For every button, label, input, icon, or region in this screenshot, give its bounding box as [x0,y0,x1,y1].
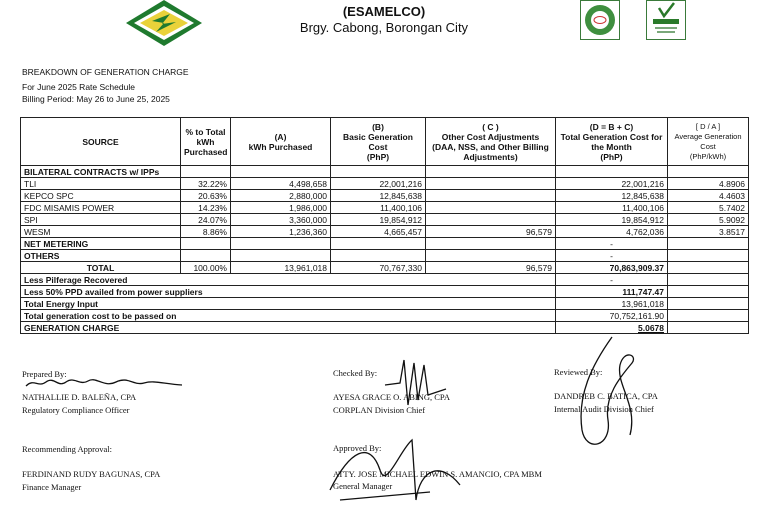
row-total: 19,854,912 [556,214,668,226]
rate-schedule: For June 2025 Rate Schedule [22,82,135,92]
reviewed-name: DANDREB C. BATICA, CPA [554,391,658,401]
prepared-title: Regulatory Compliance Officer [22,405,130,415]
row-avg: 5.7402 [668,202,749,214]
generation-charge-label: GENERATION CHARGE [21,322,556,334]
ppd-value: 111,747.47 [556,286,668,298]
checked-by-label: Checked By: [333,368,378,378]
pilferage-label: Less Pilferage Recovered [21,274,556,286]
row-other [426,178,556,190]
recommending-name: FERDINAND RUDY BAGUNAS, CPA [22,469,161,479]
energy-input-value: 13,961,018 [556,298,668,310]
row-avg: 3.8517 [668,226,749,238]
row-kwh: 1,986,000 [231,202,331,214]
row-source: KEPCO SPC [21,190,181,202]
row-other [426,202,556,214]
checked-name: AYESA GRACE O. ABING, CPA [333,392,450,402]
row-kwh: 3,360,000 [231,214,331,226]
row-source: TLI [21,178,181,190]
row-basic: 19,854,912 [331,214,426,226]
passed-on-value: 70,752,161.90 [556,310,668,322]
table-row [21,226,749,238]
recommending-title: Finance Manager [22,482,82,492]
row-pct: 14.23% [181,202,231,214]
others-label: OTHERS [21,250,181,262]
table-row [21,214,749,226]
approved-title: General Manager [333,481,393,491]
row-other [426,190,556,202]
row-basic: 12,845,638 [331,190,426,202]
table-row [21,190,749,202]
billing-period: Billing Period: May 26 to June 25, 2025 [22,94,170,104]
reviewed-title: Internal Audit Division Chief [554,404,654,414]
generation-charge-value: 5.0678 [556,322,668,334]
approved-by-label: Approved By: [333,443,382,453]
total-pct: 100.00% [181,262,231,274]
row-avg: 4.8906 [668,178,749,190]
row-avg: 5.9092 [668,214,749,226]
row-avg: 4.4603 [668,190,749,202]
row-total: 22,001,216 [556,178,668,190]
section-bilateral: BILATERAL CONTRACTS w/ IPPs [21,166,181,178]
row-source: WESM [21,226,181,238]
row-kwh: 2,880,000 [231,190,331,202]
prepared-name: NATHALLIE D. BALEÑA, CPA [22,392,137,402]
header-basic: (B) Basic Generation Cost (PhP) [331,118,426,166]
table-row [21,202,749,214]
table-row [21,178,749,190]
total-generation: 70,863,909.37 [556,262,668,274]
row-basic: 22,001,216 [331,178,426,190]
row-total: 4,762,036 [556,226,668,238]
row-total: 11,400,106 [556,202,668,214]
header-source: SOURCE [21,118,181,166]
row-kwh: 4,498,658 [231,178,331,190]
header-pct: % to Total kWh Purchased [181,118,231,166]
passed-on-label: Total generation cost to be passed on [21,310,556,322]
row-basic: 4,665,457 [331,226,426,238]
row-source: FDC MISAMIS POWER [21,202,181,214]
others-total: - [556,250,668,262]
total-basic: 70,767,330 [331,262,426,274]
total-other: 96,579 [426,262,556,274]
approved-name: ATTY. JOSE MICHAEL EDWIN S. AMANCIO, CPA MBM [333,469,542,479]
row-other: 96,579 [426,226,556,238]
header-other: ( C ) Other Cost Adjustments (DAA, NSS, and Other Billing Adjustments) [426,118,556,166]
pilferage-value: - [556,274,668,286]
reviewed-by-label: Reviewed By: [554,367,603,377]
checked-title: CORPLAN Division Chief [333,405,426,415]
organization-name: (ESAMELCO) [342,4,426,19]
generation-charge-table [20,117,749,334]
urs-certification-seal-icon [580,0,620,40]
prepared-by-label: Prepared By: [22,369,67,379]
document-title: BREAKDOWN OF GENERATION CHARGE [22,67,189,77]
header-kwh: (A) kWh Purchased [231,118,331,166]
ukas-certification-icon [646,0,686,40]
row-basic: 11,400,106 [331,202,426,214]
net-metering-label: NET METERING [21,238,181,250]
row-total: 12,845,638 [556,190,668,202]
prepared-signature-icon [24,376,184,390]
row-pct: 32.22% [181,178,231,190]
header-total: (D = B + C) Total Generation Cost for the Month (PhP) [556,118,668,166]
total-kwh: 13,961,018 [231,262,331,274]
row-pct: 20.63% [181,190,231,202]
energy-input-label: Total Energy Input [21,298,556,310]
header-avg: [ D / A ] Average Generation Cost (PhP/kWh) [668,118,749,166]
organization-address: Brgy. Cabong, Borongan City [299,20,469,35]
row-pct: 8.86% [181,226,231,238]
row-source: SPI [21,214,181,226]
total-label: TOTAL [21,262,181,274]
row-pct: 24.07% [181,214,231,226]
net-metering-total: - [556,238,668,250]
row-kwh: 1,236,360 [231,226,331,238]
recommending-label: Recommending Approval: [22,444,112,454]
row-other [426,214,556,226]
ppd-label: Less 50% PPD availed from power suppliers [21,286,556,298]
